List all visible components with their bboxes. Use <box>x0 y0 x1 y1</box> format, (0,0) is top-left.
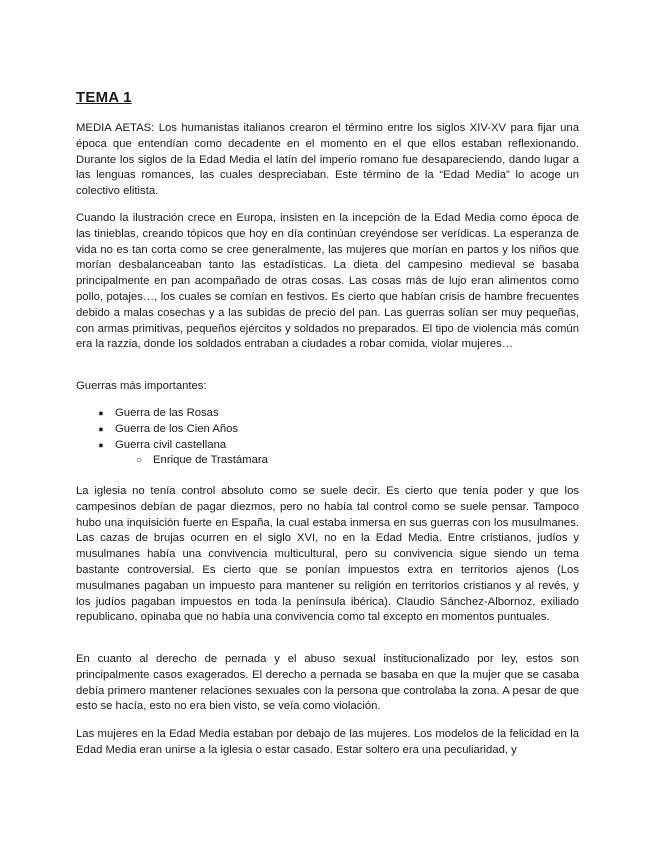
hollow-bullet-icon: ○ <box>135 455 143 467</box>
list-item <box>76 422 579 438</box>
paragraph-guerras-intro: Guerras más importantes: <box>76 380 207 392</box>
paragraph-iglesia: La iglesia no tenía control absoluto como se suele decir. Es cierto que tenía poder y que los campesinos debían de pagar diezmos, pero no había tal control como se suele pensar. Tampoco hubo una inquisición fuerte en España, la cual estaba inmersa en sus guerras con los musulmanes. Las cazas de brujas ocurren en el siglo XVI, no en la Edad Media. Entre cristianos, judíos y musulmanes había una convivencia multicultural, pero su convivencia sigue siendo un tema bastante controversial. Es cierto que se ponían impuestos extra en territorios ajenos (Los musulmanes pagaban un impuesto para mantener su religión en territorios cristianos y al revés, y los judíos pagaban impuestos en toda la península ibérica). Claudio Sánchez-Albornoz, exiliado republicano, opinaba que no había una convivencia como tal excepto en momentos puntuales. <box>76 485 579 624</box>
page-title: TEMA 1 <box>76 89 132 106</box>
list-item <box>76 438 579 454</box>
sublist-item <box>76 453 579 469</box>
paragraph-media-aetas: MEDIA AETAS: Los humanistas italianos crearon el término entre los siglos XIV-XV para fijar una época que entendían como decadente en el momento en el que ellos estaban reflexionando. Durante los siglos de la Edad Media el latín del imperio romano fue desapareciendo, dando lugar a las lenguas romances, las cuales despreciaban. Este término de la “Edad Media” lo acoge un colectivo elitista. <box>76 122 579 198</box>
paragraph-ilustracion: Cuando la ilustración crece en Europa, insisten en la incepción de la Edad Media como época de las tinieblas, creando tópicos que hoy en día continúan creyéndose ser verídicas. La esperanza de vida no es tan corta como se cree generalmente, las mujeres que morían en partos y los niños que morían desbalanceaban tanto las estadísticas. La dieta del campesino medieval se basaba principalmente en pan acompañado de otras cosas. Las cosas más de lujo eran alimentos como pollo, potajes…, los cuales se comían en festivos. Es cierto que habían crisis de hambre frecuentes debido a malas cosechas y a las subidas de precio del pan. Las guerras solían ser muy pequeñas, con armas primitivas, pequeños ejércitos y soldados no preparados. El tipo de violencia más común era la razzia, donde los soldados entraban a ciudades a robar comida, violar mujeres… <box>76 212 579 351</box>
bullet-icon: ● <box>98 439 104 450</box>
bullet-icon: ● <box>98 423 104 434</box>
list-item-label: Guerra civil castellana <box>115 438 227 451</box>
sublist-item-label: Enrique de Trastámara <box>153 454 268 467</box>
list-item <box>76 406 579 422</box>
list-item-label: Guerra de las Rosas <box>115 407 219 419</box>
list-item-label: Guerra de los Cien Años <box>115 422 239 435</box>
wars-list <box>76 406 579 469</box>
paragraph-mujeres: Las mujeres en la Edad Media estaban por debajo de las mujeres. Los modelos de la felicidad en la Edad Media eran unirse a la iglesia o estar casado. Estar soltero era una peculiaridad, y <box>76 728 579 756</box>
paragraph-derecho-pernada: En cuanto al derecho de pernada y el abuso sexual institucionalizado por ley, estos son principalmente casos exagerados. El derecho a pernada se basaba en que la mujer que se casaba debía primero mantener relaciones sexuales con la persona que controlaba la zona. A pesar de que esto se hacía, esto no era bien visto, se veía como violación. <box>76 653 579 713</box>
bullet-icon: ● <box>98 408 104 418</box>
